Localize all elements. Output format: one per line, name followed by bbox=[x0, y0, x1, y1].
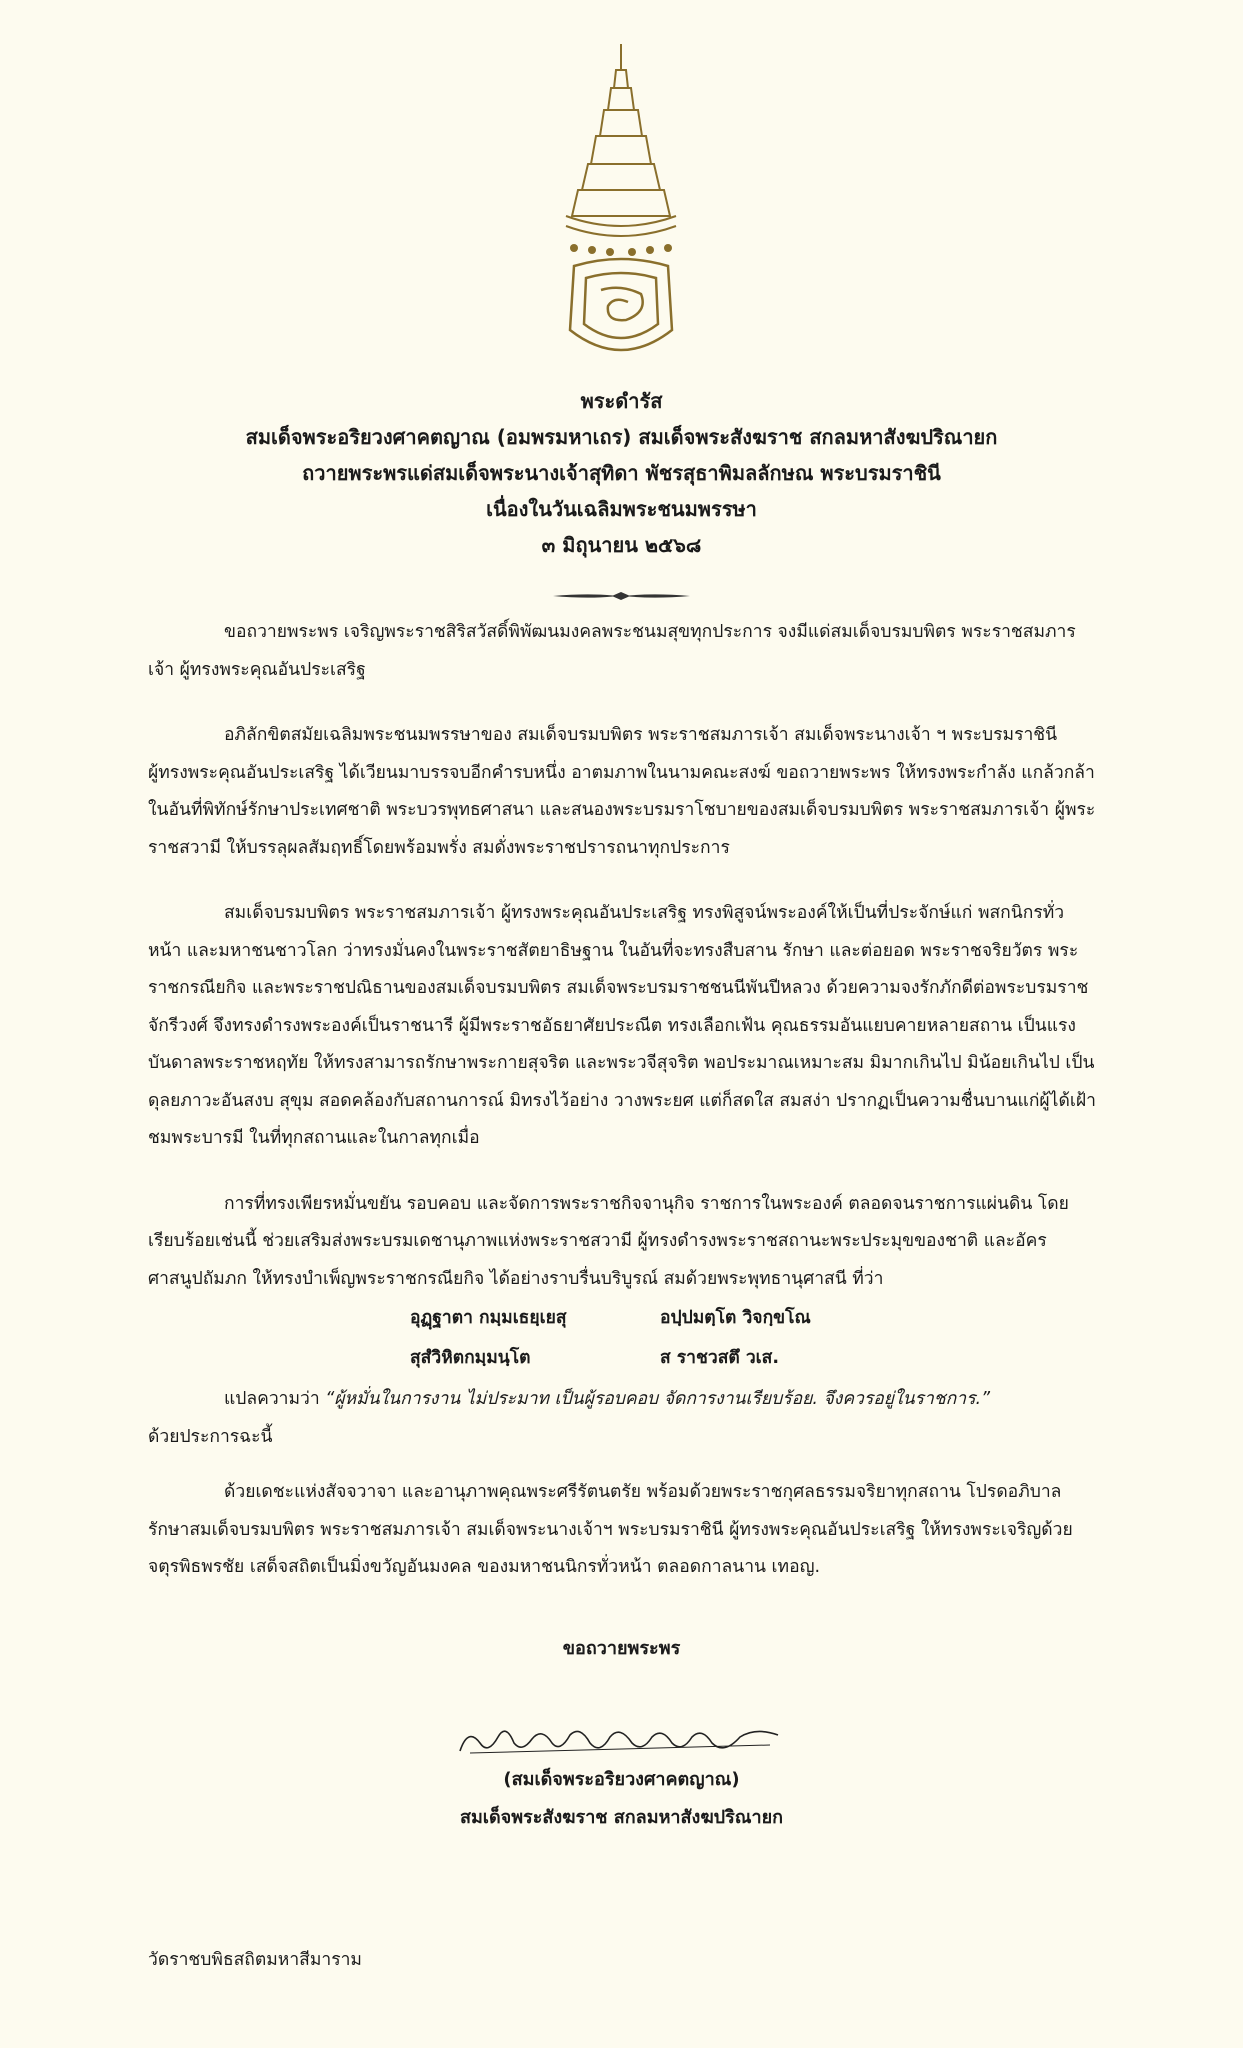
document-heading bbox=[0, 383, 1243, 563]
verse-line2-left: สุสํวิหิตกมฺมนฺโต bbox=[410, 1348, 531, 1368]
footer-location: วัดราชบพิธสถิตมหาสีมาราม bbox=[148, 1950, 362, 1970]
heading-recipient: ถวายพระพรแด่สมเด็จพระนางเจ้าสุทิดา พัชรสุธาพิมลลักษณ พระบรมราชินี bbox=[302, 461, 941, 485]
paragraph-2: อภิลักขิตสมัยเฉลิมพระชนมพรรษาของ สมเด็จบรมบพิตร พระราชสมภารเจ้า สมเด็จพระนางเจ้า ฯ พระบรมราชินี ผู้ทรงพระคุณอันประเสริฐ ได้เวียนมาบรรจบอีกคำรบหนึ่ง อาตมภาพในนามคณะสงฆ์ ขอถวายพระพร ให้ทรงพระกำลัง แกล้วกล้า ในอันที่พิทักษ์รักษาประเทศชาติ พระบวรพุทธศาสนา และสนองพระบรมราโชบายของสมเด็จบรมบพิตร พระราชสมภารเจ้า ผู้พระราชสวามี ให้บรรลุผลสัมฤทธิ์โดยพร้อมพรั่ง สมดั่งพระราชปรารถนาทุกประการ bbox=[148, 725, 1096, 858]
heading-occasion: เนื่องในวันเฉลิมพระชนมพรรษา bbox=[486, 497, 757, 521]
heading-date: ๓ มิถุนายน ๒๕๖๘ bbox=[541, 533, 702, 557]
final-paragraph-block bbox=[148, 1474, 1096, 1587]
signer-name: (สมเด็จพระอริยวงศาคตญาณ) bbox=[503, 1769, 740, 1790]
handwritten-signature bbox=[440, 1713, 800, 1763]
translation-suffix: ด้วยประการฉะนี้ bbox=[148, 1426, 273, 1447]
translation-block bbox=[148, 1381, 1096, 1456]
verse-line2-right: ส ราชวสตึ วเส. bbox=[660, 1348, 779, 1368]
pali-verse-line-1 bbox=[410, 1300, 850, 1336]
translation-prefix: แปลความว่า bbox=[224, 1389, 326, 1409]
document-body bbox=[148, 614, 1096, 1326]
paragraph-4: การที่ทรงเพียรหมั่นขยัน รอบคอบ และจัดการพระราชกิจจานุกิจ ราชการในพระองค์ ตลอดจนราชการแผ่นดิน โดยเรียบร้อยเช่นนี้ ช่วยเสริมส่งพระบรมเดชานุภาพแห่งพระราชสวามี ผู้ทรงดำรงพระราชสถานะพระประมุขของชาติ และอัครศาสนูปถัมภก ให้ทรงบำเพ็ญพระราชกรณียกิจ ได้อย่างราบรื่นบริบูรณ์ สมด้วยพระพุทธานุศาสนี ที่ว่า bbox=[148, 1193, 1069, 1289]
paragraph-1: ขอถวายพระพร เจริญพระราชสิริสวัสดิ์พิพัฒนมงคลพระชนมสุขทุกประการ จงมีแด่สมเด็จบรมบพิตร พระราชสมภารเจ้า ผู้ทรงพระคุณอันประเสริฐ bbox=[148, 622, 1076, 680]
translation-quote: “ผู้หมั่นในการงาน ไม่ประมาท เป็นผู้รอบคอบ จัดการงานเรียบร้อย. จึงควรอยู่ในราชการ.” bbox=[325, 1389, 991, 1409]
pali-verse-line-2 bbox=[410, 1340, 850, 1376]
final-paragraph: ด้วยเดชะแห่งสัจจวาจา และอานุภาพคุณพระศรีรัตนตรัย พร้อมด้วยพระราชกุศลธรรมจริยาทุกสถาน โปรดอภิบาลรักษาสมเด็จบรมบพิตร พระราชสมภารเจ้า สมเด็จพระนางเจ้าฯ พระบรมราชินี ผู้ทรงพระคุณอันประเสริฐ ให้ทรงพระเจริญด้วยจตุรพิธพรชัย เสด็จสถิตเป็นมิ่งขวัญอันมงคล ของมหาชนนิกรทั่วหน้า ตลอดกาลนาน เทอญ. bbox=[148, 1482, 1073, 1577]
heading-title: พระดำรัส bbox=[580, 389, 663, 413]
verse-line1-right: อปฺปมตฺโต วิจกฺขโณ bbox=[660, 1308, 811, 1328]
translation-line bbox=[148, 1381, 1096, 1419]
paragraph-3: สมเด็จบรมบพิตร พระราชสมภารเจ้า ผู้ทรงพระคุณอันประเสริฐ ทรงพิสูจน์พระองค์ให้เป็นที่ประจักษ์แก่ พสกนิกรทั่วหน้า และมหาชนชาวโลก ว่าทรงมั่นคงในพระราชสัตยาธิษฐาน ในอันที่จะทรงสืบสาน รักษา และต่อยอด พระราชจริยวัตร พระราชกรณียกิจ และพระราชปณิธานของสมเด็จบรมบพิตร สมเด็จพระบรมราชชนนีพันปีหลวง ด้วยความจงรักภักดีต่อพระบรมราชจักรีวงศ์ จึงทรงดำรงพระองค์เป็นราชนารี ผู้มีพระราชอัธยาศัยประณีต ทรงเลือกเฟ้น คุณธรรมอันแยบคายหลายสถาน เป็นแรงบันดาลพระราชหฤทัย ให้ทรงสามารถรักษาพระกายสุจริต และพระวจีสุจริต พอประมาณเหมาะสม มิมากเกินไป มิน้อยเกินไป เป็นดุลยภาวะอันสงบ สุขุม สอดคล้องกับสถานการณ์ มิทรงไว้อย่าง วางพระยศ แต่ก็สดใส สมสง่า ปรากฏเป็นความชื่นบานแก่ผู้ได้เฝ้าชมพระบารมี ในที่ทุกสถานและในกาลทุกเมื่อ bbox=[148, 903, 1096, 1148]
heading-speaker: สมเด็จพระอริยวงศาคตญาณ (อมพรมหาเถร) สมเด็จพระสังฆราช สกลมหาสังฆปริณายก bbox=[245, 425, 998, 449]
signer-title: สมเด็จพระสังฆราช สกลมหาสังฆปริณายก bbox=[459, 1807, 784, 1828]
ornament-divider bbox=[553, 591, 690, 601]
royal-crown-emblem-icon bbox=[556, 40, 686, 370]
closing-blessing: ขอถวายพระพร bbox=[562, 1638, 681, 1659]
verse-line1-left: อุฏฺฐาตา กมฺมเธยฺเยสุ bbox=[410, 1308, 567, 1328]
